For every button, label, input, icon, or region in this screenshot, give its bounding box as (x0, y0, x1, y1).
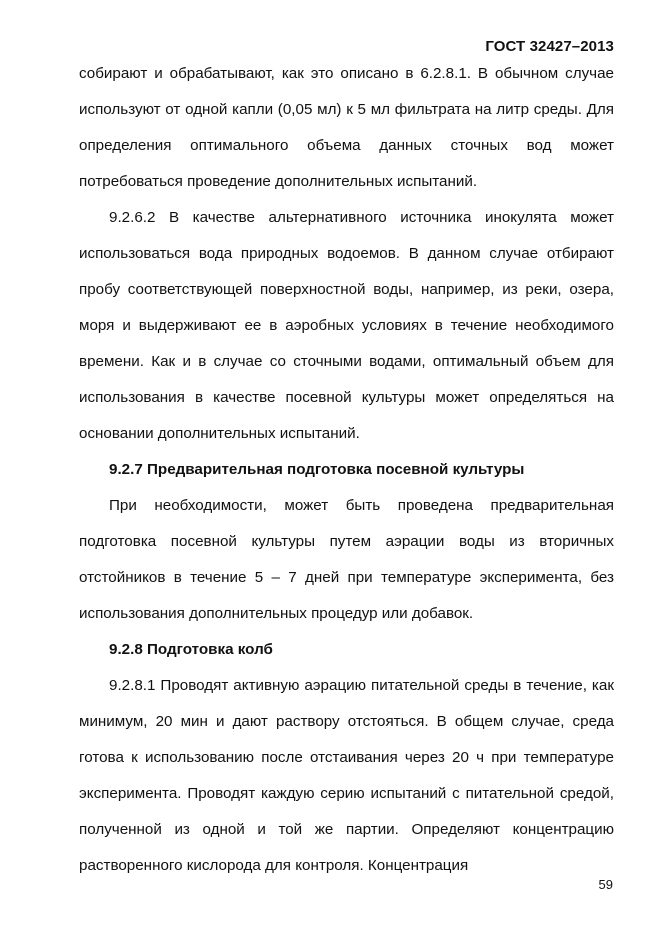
section-heading-9-2-8: 9.2.8 Подготовка колб (109, 641, 273, 658)
paragraph-continuation: собирают и обрабатывают, как это описано в 6.2.8.1. В обычном случае используют от одной капли (0,05 мл) к 5 мл фильтрата на литр среды. Для определения оптимального объема данных сточных вод может потребоваться проведение дополнительных испытаний. (79, 65, 614, 190)
section-heading-9-2-7: 9.2.7 Предварительная подготовка посевной культуры (109, 461, 525, 478)
paragraph-9-2-6-2: 9.2.6.2 В качестве альтернативного источника инокулята может использоваться вода природных водоемов. В данном случае отбирают пробу соответствующей поверхностной воды, например, из реки, озера, моря и выдерживают ее в аэробных условиях в течение необходимого времени. Как и в случае со сточными водами, оптимальный объем для использования в качестве посевной культуры может определяться на основании дополнительных испытаний. (79, 209, 614, 442)
paragraph-9-2-8-1: 9.2.8.1 Проводят активную аэрацию питательной среды в течение, как минимум, 20 мин и дают раствору отстояться. В общем случае, среда готова к использованию после отстаивания через 20 ч при температуре эксперимента. Проводят каждую серию испытаний с питательной средой, полученной из одной и той же партии. Определяют концентрацию растворенного кислорода для контроля. Концентрация (79, 677, 614, 874)
page-number: 59 (598, 877, 613, 892)
document-body (79, 56, 614, 884)
standard-header: ГОСТ 32427–2013 (485, 38, 614, 55)
paragraph-9-2-7: При необходимости, может быть проведена предварительная подготовка посевной культуры путем аэрации воды из вторичных отстойников в течение 5 – 7 дней при температуре эксперимента, без использования дополнительных процедур или добавок. (79, 497, 614, 622)
